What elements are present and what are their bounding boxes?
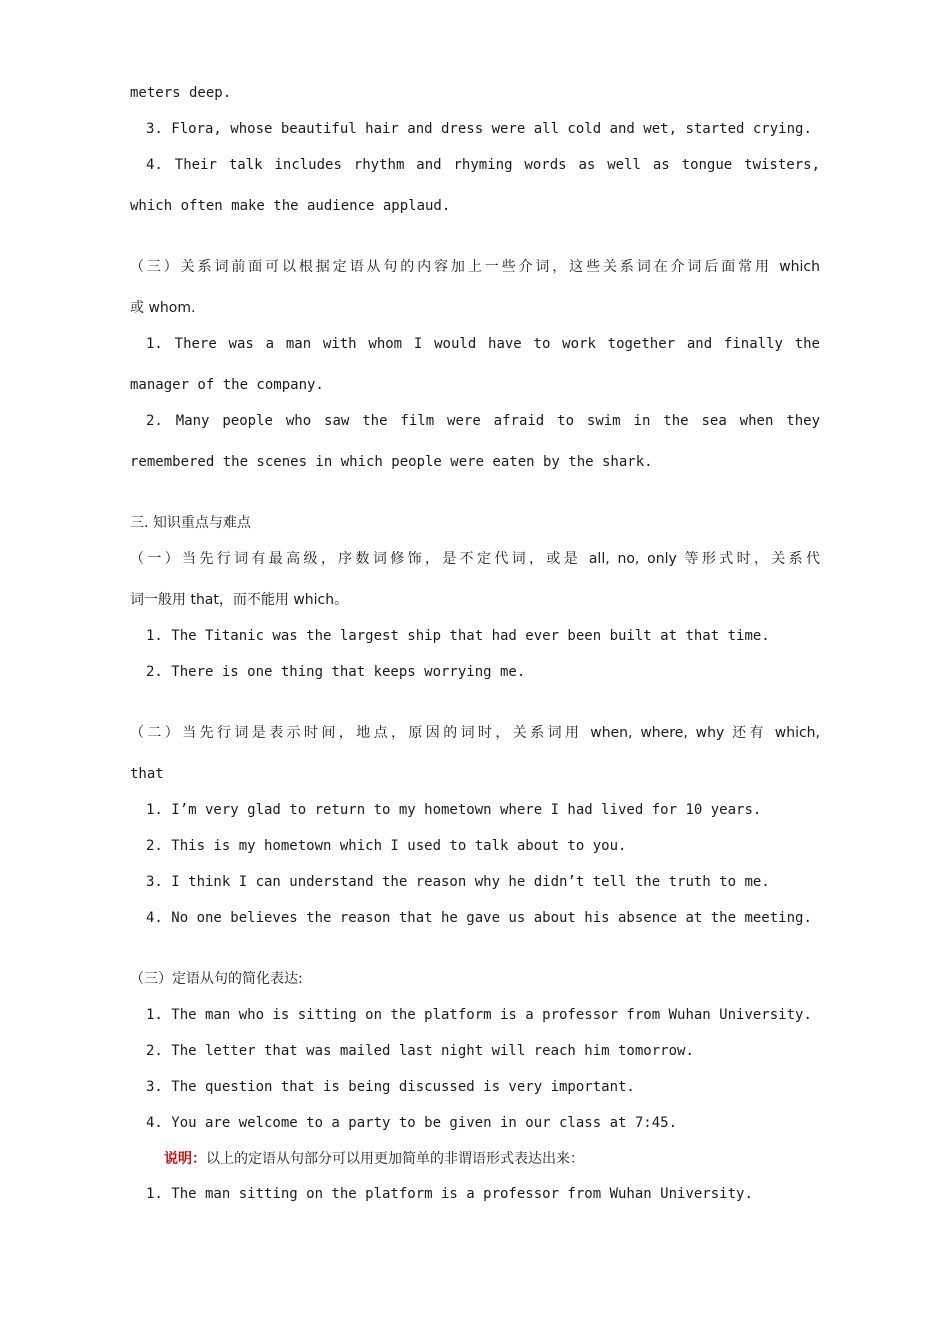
example-sentence: 3. The question that is being discussed is very important. [146, 1079, 635, 1095]
example-sentence: 3. Flora, whose beautiful hair and dress were all cold and wet, started crying. [146, 121, 812, 137]
note-text: 以上的定语从句部分可以用更加简单的非谓语形式表达出来： [206, 1151, 584, 1167]
example-sentence: 1. The man who is sitting on the platform is a professor from Wuhan University. [146, 1007, 812, 1023]
example-sentence: 1. The Titanic was the largest ship that had ever been built at that time. [146, 628, 770, 644]
example-sentence: 1. There was a man with whom I would have to work together and finally the [146, 336, 820, 352]
section-heading: （三）定语从句的简化表达: [130, 971, 303, 987]
section-heading: 或 whom. [130, 300, 196, 316]
example-sentence: 4. No one believes the reason that he gave us about his absence at the meeting. [146, 910, 812, 926]
example-sentence: 2. The letter that was mailed last night will reach him tomorrow. [146, 1043, 694, 1059]
note-label: 说明： [164, 1151, 206, 1167]
example-sentence: 2. There is one thing that keeps worrying me. [146, 664, 526, 680]
text-line: manager of the company. [130, 377, 324, 393]
note-line [164, 1150, 820, 1168]
example-sentence: 4. Their talk includes rhythm and rhyming words as well as tongue twisters, [146, 157, 820, 173]
example-sentence: 2. Many people who saw the film were afraid to swim in the sea when they [146, 413, 820, 429]
section-heading: （二）当先行词是表示时间，地点，原因的词时，关系词用 when, where, why 还有 which, [130, 725, 820, 741]
section-title: 三. 知识重点与难点 [130, 515, 251, 531]
text-line: remembered the scenes in which people were eaten by the shark. [130, 454, 653, 470]
example-sentence: 4. You are welcome to a party to be given in our class at 7:45. [146, 1115, 678, 1131]
section-heading: 词一般用 that，而不能用 which。 [130, 592, 349, 608]
example-sentence: 1. I’m very glad to return to my hometown where I had lived for 10 years. [146, 802, 762, 818]
example-sentence: 2. This is my hometown which I used to talk about to you. [146, 838, 627, 854]
text-line: that [130, 766, 164, 782]
text-line: which often make the audience applaud. [130, 198, 451, 214]
example-sentence: 1. The man sitting on the platform is a professor from Wuhan University. [146, 1186, 753, 1202]
section-heading: （一）当先行词有最高级，序数词修饰，是不定代词，或是 all, no, only 等形式时，关系代 [130, 551, 820, 567]
text-line: meters deep. [130, 85, 232, 101]
section-heading: （三）关系词前面可以根据定语从句的内容加上一些介词，这些关系词在介词后面常用 which [130, 259, 820, 275]
example-sentence: 3. I think I can understand the reason why he didn’t tell the truth to me. [146, 874, 770, 890]
